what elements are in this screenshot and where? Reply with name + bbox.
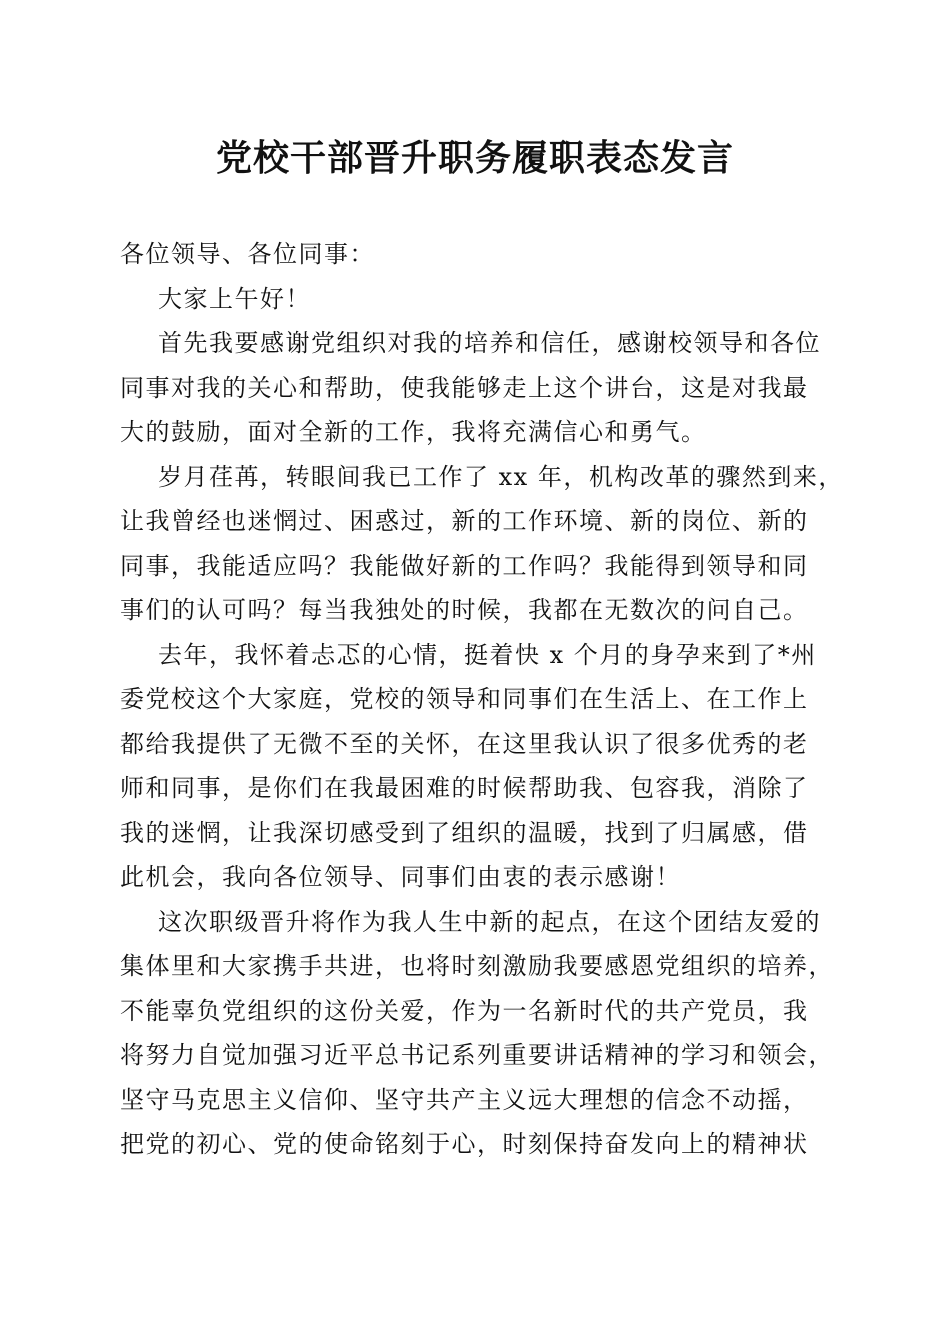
paragraph-line: 大的鼓励，面对全新的工作，我将充满信心和勇气。: [120, 418, 707, 446]
paragraph-line: 事们的认可吗？每当我独处的时候，我都在无数次的问自己。: [120, 596, 809, 624]
paragraph-line: 我的迷惘，让我深切感受到了组织的温暖，找到了归属感，借: [120, 818, 809, 847]
paragraph-1: [120, 321, 832, 455]
paragraph-line: 同事，我能适应吗？我能做好新的工作吗？我能得到领导和同: [120, 551, 809, 580]
paragraph-line: 师和同事，是你们在我最困难的时候帮助我、包容我，消除了: [120, 774, 809, 802]
paragraph-2: [120, 455, 844, 633]
paragraph-line: 同事对我的关心和帮助，使我能够走上这个讲台，这是对我最: [120, 373, 809, 402]
document-title: 党校干部晋升职务履职表态发言: [215, 137, 734, 179]
paragraph-line: 让我曾经也迷惘过、困惑过，新的工作环境、新的岗位、新的: [120, 507, 809, 535]
paragraph-line: 坚守马克思主义信仰、坚守共产主义远大理想的信念不动摇，: [120, 1085, 809, 1114]
paragraph-line: 此机会，我向各位领导、同事们由衷的表示感谢！: [120, 863, 681, 891]
greeting: 大家上午好！: [158, 284, 311, 313]
paragraph-4: [120, 900, 832, 1167]
paragraph-line: 将努力自觉加强习近平总书记系列重要讲话精神的学习和领会，: [120, 1041, 834, 1069]
paragraph-line: 都给我提供了无微不至的关怀，在这里我认识了很多优秀的老: [120, 729, 809, 758]
paragraph-3: [120, 633, 832, 900]
paragraph-line: 岁月荏苒，转眼间我已工作了 xx 年，机构改革的骤然到来，: [158, 462, 844, 491]
paragraph-line: 不能辜负党组织的这份关爱，作为一名新时代的共产党员，我: [120, 996, 809, 1025]
paragraph-line: 把党的初心、党的使命铭刻于心，时刻保持奋发向上的精神状: [120, 1130, 809, 1158]
document-body: [120, 232, 844, 1167]
paragraph-line: 去年，我怀着忐忑的心情，挺着快 x 个月的身孕来到了*州: [158, 640, 817, 669]
paragraph-line: 集体里和大家携手共进，也将时刻激励我要感恩党组织的培养，: [120, 952, 834, 980]
paragraph-line: 首先我要感谢党组织对我的培养和信任，感谢校领导和各位: [158, 329, 821, 357]
paragraph-line: 这次职级晋升将作为我人生中新的起点，在这个团结友爱的: [158, 907, 821, 936]
salutation: 各位领导、各位同事：: [120, 240, 375, 268]
paragraph-line: 委党校这个大家庭，党校的领导和同事们在生活上、在工作上: [120, 685, 809, 713]
